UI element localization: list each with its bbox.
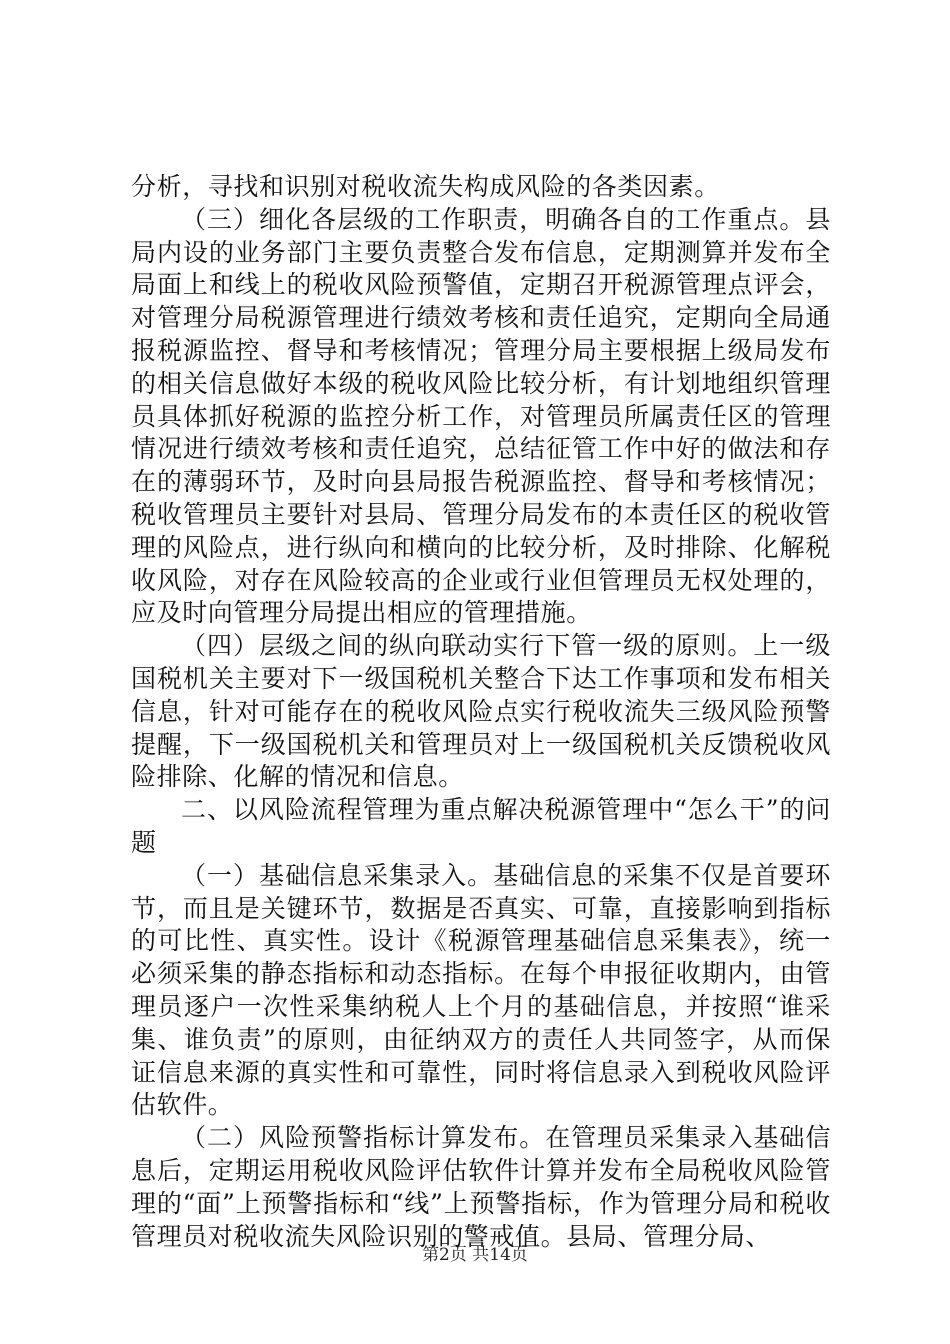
paragraph-continuation: 分析，寻找和识别对税收流失构成风险的各类因素。 (131, 172, 720, 201)
document-body (131, 171, 831, 1253)
paragraph-section-4: （四）层级之间的纵向联动实行下管一级的原则。上一级国税机关主要对下一级国税机关整合下达工作事项和发布相关信息，针对可能存在的税收风险点实行税收流失三级风险预警提醒，下一级国税机关和管理员对上一级国税机关反馈税收风险排除、化解的情况和信息。 (131, 631, 831, 792)
paragraph-section-3: （三）细化各层级的工作职责，明确各自的工作重点。县局内设的业务部门主要负责整合发布信息，定期测算并发布全局面上和线上的税收风险预警值，定期召开税源管理点评会，对管理分局税源管理进行绩效考核和责任追究，定期向全局通报税源监控、督导和考核情况；管理分局主要根据上级局发布的相关信息做好本级的税收风险比较分析，有计划地组织管理员具体抓好税源的监控分析工作，对管理员所属责任区的管理情况进行绩效考核和责任追究，总结征管工作中好的做法和存在的薄弱环节，及时向县局报告税源监控、督导和考核情况；税收管理员主要针对县局、管理分局发布的本责任区的税收管理的风险点，进行纵向和横向的比较分析，及时排除、化解税收风险，对存在风险较高的企业或行业但管理员无权处理的，应及时向管理分局提出相应的管理措施。 (131, 204, 831, 628)
section-heading-2: 二、以风险流程管理为重点解决税源管理中“怎么干”的问题 (131, 795, 831, 857)
paragraph-subsection-1: （一）基础信息采集录入。基础信息的采集不仅是首要环节，而且是关键环节，数据是否真实、可靠，直接影响到指标的可比性、真实性。设计《税源管理基础信息采集表》，统一必须采集的静态指标和动态指标。在每个申报征收期内，由管理员逐户一次性采集纳税人上个月的基础信息，并按照“谁采集、谁负责”的原则，由征纳双方的责任人共同签字，从而保证信息来源的真实性和可靠性，同时将信息录入到税收风险评估软件。 (131, 860, 831, 1120)
paragraph-subsection-2: （二）风险预警指标计算发布。在管理员采集录入基础信息后，定期运用税收风险评估软件计算并发布全局税收风险管理的“面”上预警指标和“线”上预警指标，作为管理分局和税收管理员对税收流失风险识别的警戒值。县局、管理分局、 (131, 1123, 831, 1251)
page-footer: 第2页 共14页 (422, 1245, 528, 1265)
